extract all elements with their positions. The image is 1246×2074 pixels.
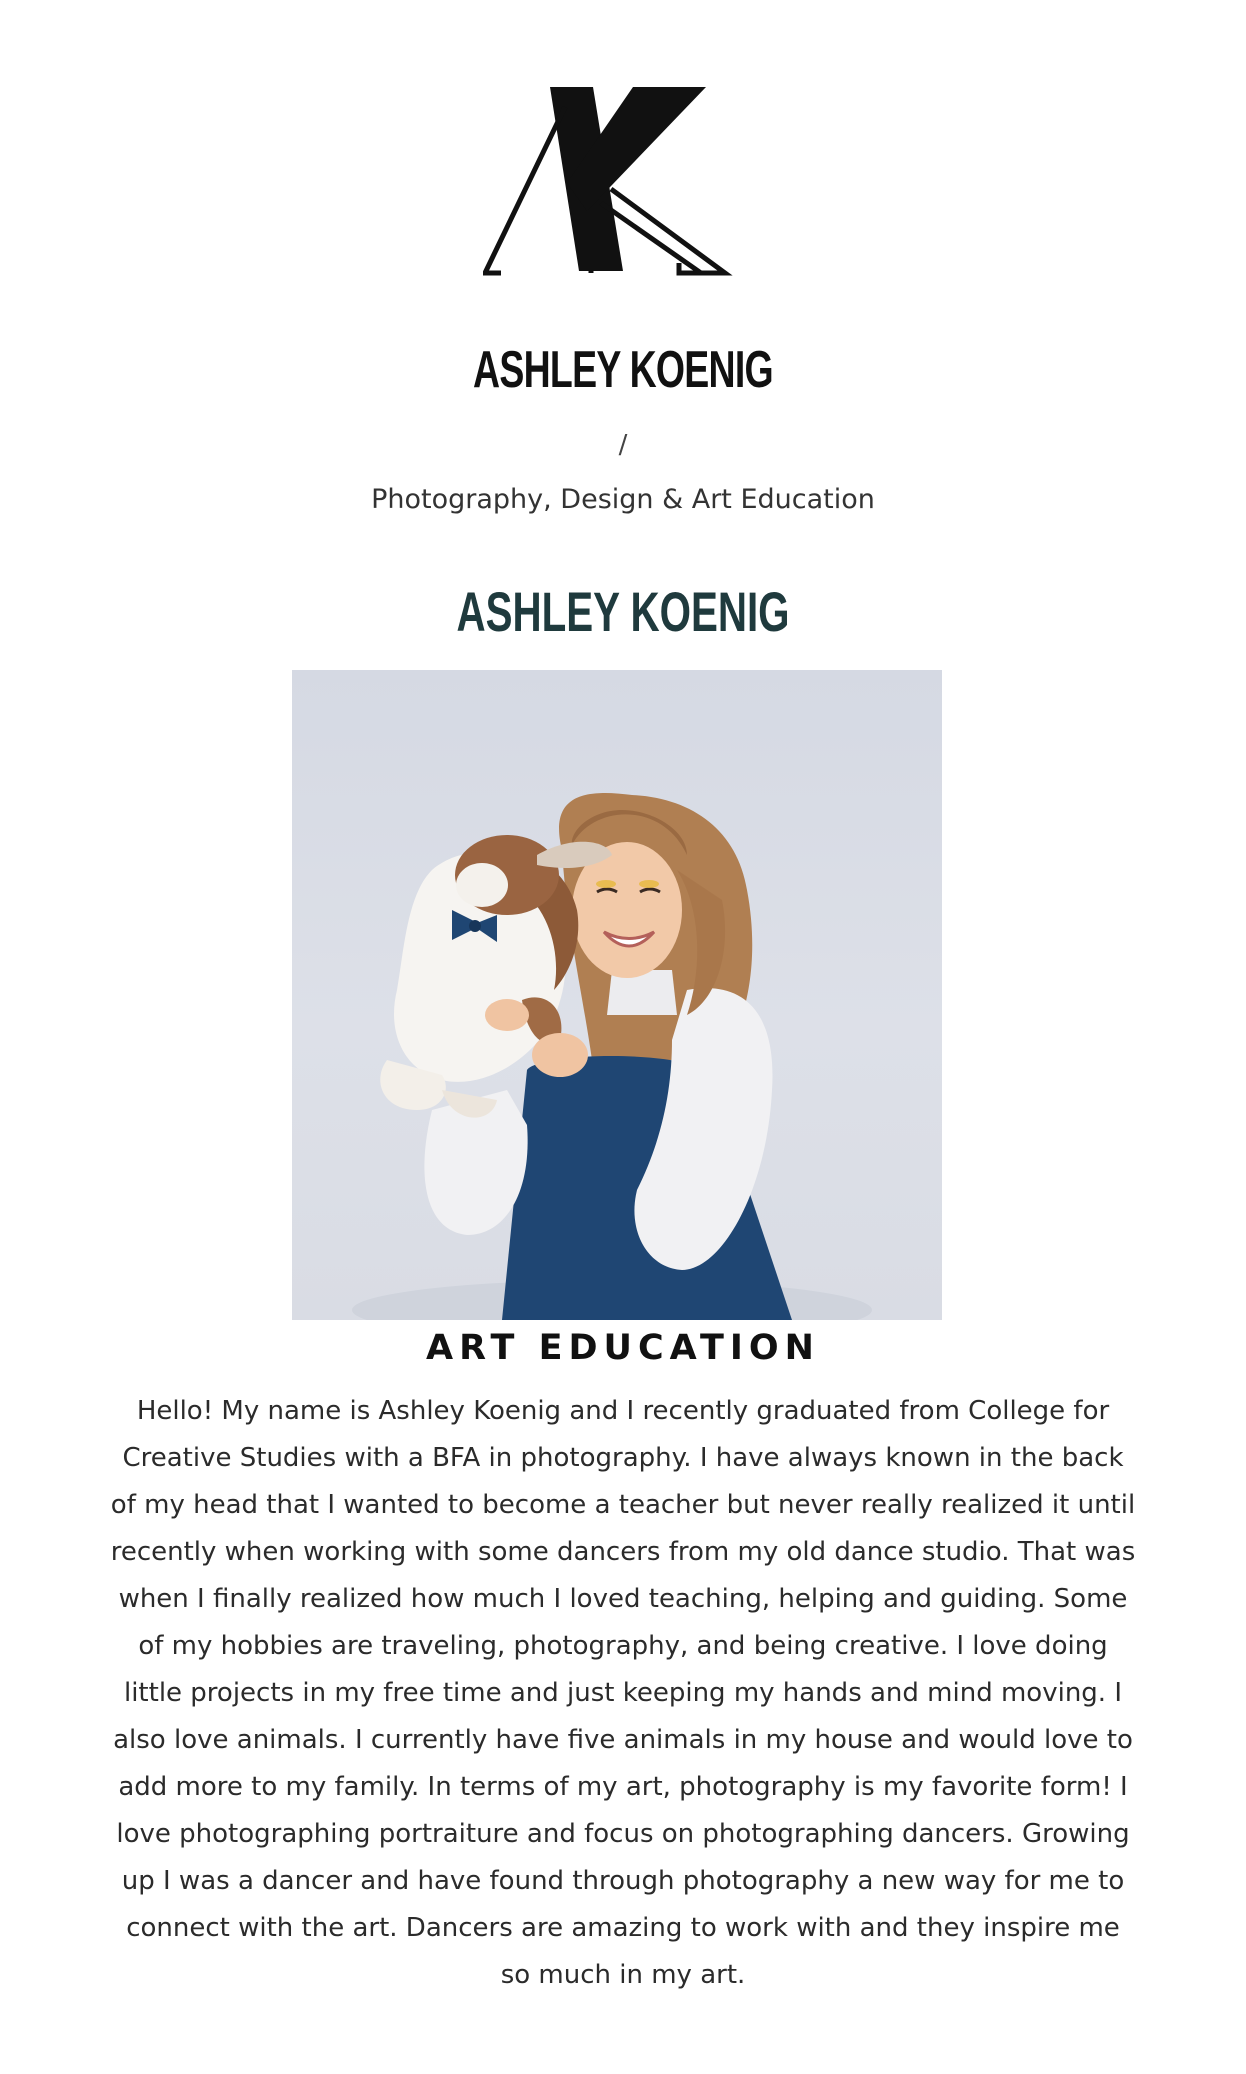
- portrait-photo: [292, 670, 942, 1320]
- section-title: ART EDUCATION: [426, 1328, 820, 1368]
- k-monogram-logo[interactable]: [483, 85, 748, 280]
- site-tagline: Photography, Design & Art Education: [371, 484, 875, 515]
- page-title: ASHLEY KOENIG: [456, 580, 790, 643]
- bio-paragraph: Hello! My name is Ashley Koenig and I recently graduated from College for Creative Studies with a BFA in photography. I have always known in the back of my head that I wanted to become a teacher but never really realized it until recently when working with some dancers from my old dance studio. That was when I finally realized how much I loved teaching, helping and guiding. Some of my hobbies are traveling, photography, and being creative. I love doing little projects in my free time and just keeping my hands and mind moving. I also love animals. I currently have five animals in my house and would love to add more to my family. In terms of my art, photography is my favorite form! I love photographing portraiture and focus on photographing dancers. Growing up I was a dancer and have found through photography a new way for me to connect with the art. Dancers are amazing to work with and they inspire me so much in my art.: [110, 1396, 1136, 1990]
- title-separator: /: [618, 430, 628, 460]
- site-name[interactable]: ASHLEY KOENIG: [473, 341, 773, 399]
